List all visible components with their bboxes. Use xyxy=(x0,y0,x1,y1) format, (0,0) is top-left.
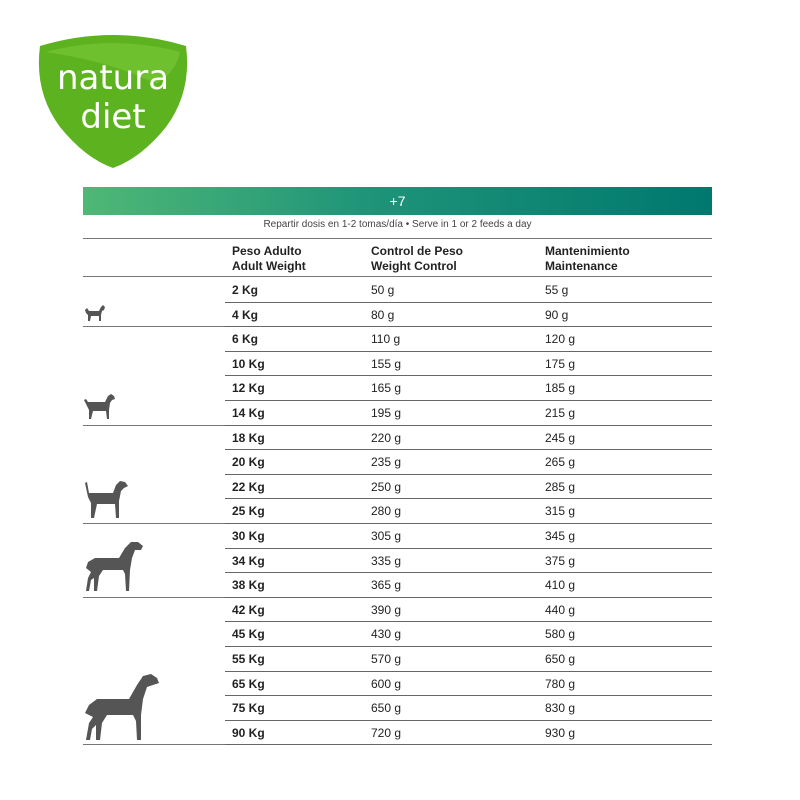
maintenance-cell: 185 g xyxy=(545,381,576,396)
table-row xyxy=(225,351,712,377)
maintenance-cell: 580 g xyxy=(545,627,576,642)
weight-cell: 6 Kg xyxy=(232,332,259,347)
group-rule-4 xyxy=(83,597,225,598)
control-cell: 335 g xyxy=(371,553,402,568)
control-cell: 195 g xyxy=(371,406,402,420)
dog-giant-icon xyxy=(83,673,161,741)
table-row xyxy=(225,695,712,721)
weight-cell: 10 Kg xyxy=(232,356,265,371)
weight-cell: 25 Kg xyxy=(232,504,265,519)
dog-small-icon xyxy=(83,392,117,420)
brand-logo xyxy=(36,32,190,170)
maintenance-cell: 345 g xyxy=(545,529,576,543)
weight-cell: 55 Kg xyxy=(232,652,265,666)
weight-cell: 14 Kg xyxy=(232,406,265,420)
maintenance-cell: 440 g xyxy=(545,602,576,617)
maintenance-cell: 285 g xyxy=(545,479,576,494)
table-row xyxy=(225,720,712,746)
dog-medium-icon xyxy=(83,479,129,519)
maintenance-cell: 245 g xyxy=(545,430,576,445)
maintenance-cell: 215 g xyxy=(545,406,576,420)
maintenance-cell: 930 g xyxy=(545,725,576,740)
header-weight-en: Adult Weight xyxy=(232,259,306,273)
header-control-en: Weight Control xyxy=(371,259,457,273)
control-cell: 280 g xyxy=(371,504,402,519)
logo-shield-icon xyxy=(36,32,190,170)
control-cell: 155 g xyxy=(371,356,402,371)
control-cell: 50 g xyxy=(371,283,395,297)
table-row xyxy=(225,523,712,549)
weight-cell: 42 Kg xyxy=(232,602,265,617)
serving-note: Repartir dosis en 1-2 tomas/día • Serve in 1 or 2 feeds a day xyxy=(263,219,532,230)
table-row xyxy=(225,597,712,623)
weight-cell: 4 Kg xyxy=(232,307,259,322)
header-maintenance-es: Mantenimiento xyxy=(545,244,630,258)
header-control-es: Control de Peso xyxy=(371,244,464,258)
weight-cell: 75 Kg xyxy=(232,701,265,716)
table-row xyxy=(225,572,712,598)
control-cell: 365 g xyxy=(371,578,402,593)
maintenance-cell: 175 g xyxy=(545,356,576,371)
brand-line1: natura xyxy=(56,58,170,98)
weight-cell: 20 Kg xyxy=(232,455,265,470)
header-maintenance-en: Maintenance xyxy=(545,259,618,273)
table-row xyxy=(225,498,712,524)
weight-cell: 18 Kg xyxy=(232,430,265,445)
table-row xyxy=(225,326,712,352)
header-weight xyxy=(232,244,306,274)
table-row xyxy=(225,425,712,451)
table-row xyxy=(225,548,712,574)
control-cell: 650 g xyxy=(371,701,402,716)
maintenance-cell: 375 g xyxy=(545,553,576,568)
group-rule-2 xyxy=(83,425,225,426)
brand-line2: diet xyxy=(80,97,146,137)
table-row xyxy=(225,474,712,500)
maintenance-cell: 120 g xyxy=(545,332,576,347)
control-cell: 165 g xyxy=(371,381,402,396)
table-row xyxy=(225,646,712,672)
weight-cell: 90 Kg xyxy=(232,725,265,740)
age-banner: +7 xyxy=(83,187,712,215)
header-control xyxy=(371,244,463,274)
control-cell: 80 g xyxy=(371,307,395,322)
table-row xyxy=(225,621,712,647)
group-rule-3 xyxy=(83,523,225,524)
control-cell: 235 g xyxy=(371,455,402,470)
control-cell: 220 g xyxy=(371,430,402,445)
control-cell: 110 g xyxy=(371,332,401,347)
table-row xyxy=(225,277,712,303)
weight-cell: 65 Kg xyxy=(232,676,265,691)
control-cell: 390 g xyxy=(371,602,402,617)
control-cell: 305 g xyxy=(371,529,402,543)
header-top-rule xyxy=(83,238,712,239)
control-cell: 570 g xyxy=(371,652,402,666)
group-rule-5 xyxy=(83,744,225,745)
weight-cell: 30 Kg xyxy=(232,529,265,543)
weight-cell: 22 Kg xyxy=(232,479,265,494)
control-cell: 600 g xyxy=(371,676,402,691)
table-row xyxy=(225,449,712,475)
control-cell: 430 g xyxy=(371,627,402,642)
table-row xyxy=(225,400,712,426)
table-row xyxy=(225,375,712,401)
weight-cell: 38 Kg xyxy=(232,578,265,593)
maintenance-cell: 830 g xyxy=(545,701,576,716)
table-row xyxy=(225,302,712,328)
maintenance-cell: 265 g xyxy=(545,455,576,470)
table-row xyxy=(225,671,712,697)
maintenance-cell: 410 g xyxy=(545,578,576,593)
weight-cell: 45 Kg xyxy=(232,627,265,642)
maintenance-cell: 90 g xyxy=(545,307,569,322)
dog-large-icon xyxy=(83,540,145,592)
control-cell: 250 g xyxy=(371,479,402,494)
dog-toy-icon xyxy=(83,302,107,322)
weight-cell: 12 Kg xyxy=(232,381,265,396)
maintenance-cell: 315 g xyxy=(545,504,576,519)
group-rule-1 xyxy=(83,326,225,327)
weight-cell: 34 Kg xyxy=(232,553,265,568)
control-cell: 720 g xyxy=(371,725,402,740)
weight-cell: 2 Kg xyxy=(232,283,259,297)
maintenance-cell: 780 g xyxy=(545,676,576,691)
header-weight-es: Peso Adulto xyxy=(232,244,302,258)
header-maintenance xyxy=(545,244,630,274)
maintenance-cell: 55 g xyxy=(545,283,569,297)
maintenance-cell: 650 g xyxy=(545,652,576,666)
